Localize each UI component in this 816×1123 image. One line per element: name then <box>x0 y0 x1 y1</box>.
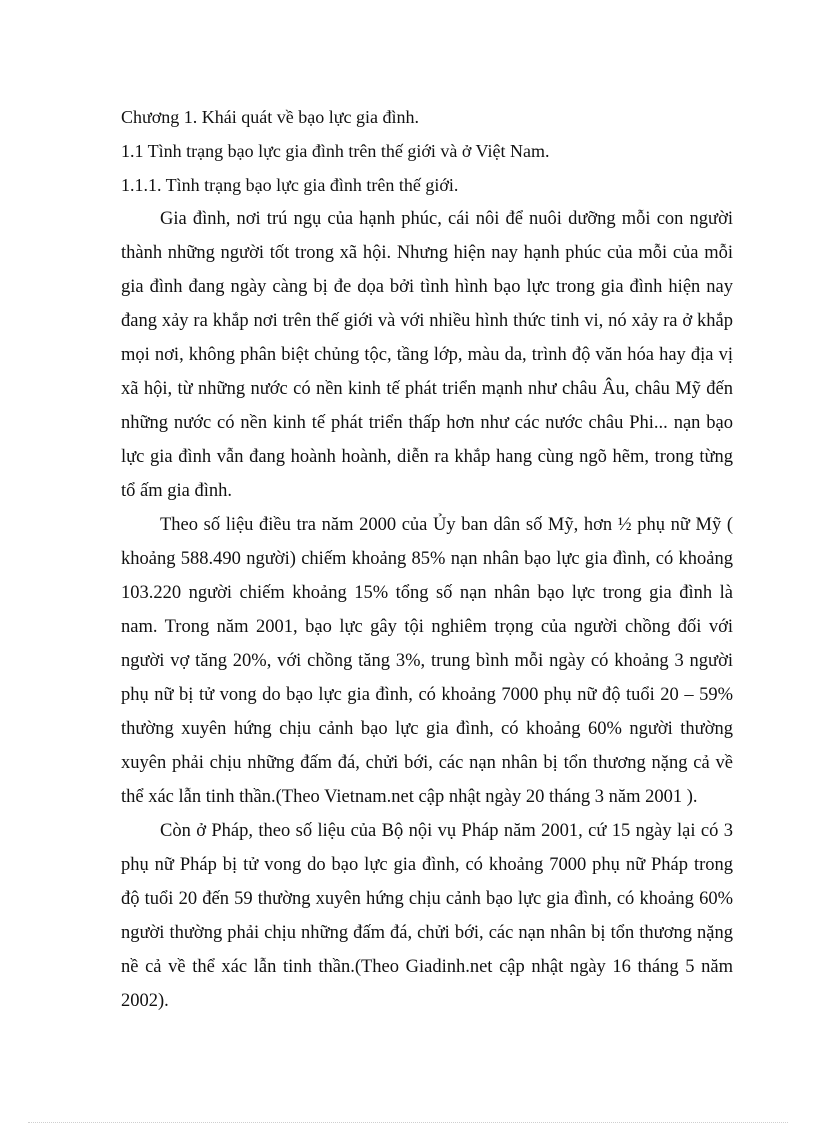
paragraph-intro: Gia đình, nơi trú ngụ của hạnh phúc, cái nôi để nuôi dưỡng mỗi con người thành những người tốt trong xã hội. Nhưng hiện nay hạnh phúc của mỗi của mỗi gia đình đang ngày càng bị đe dọa bởi tình hình bạo lực trong gia đình hiện nay đang xảy ra khắp nơi trên thế giới và với nhiều hình thức tinh vi, nó xảy ra ở khắp mọi nơi, không phân biệt chủng tộc, tầng lớp, màu da, trình độ văn hóa hay địa vị xã hội, từ những nước có nền kinh tế phát triển mạnh như châu Âu, châu Mỹ đến những nước có nền kinh tế phát triển thấp hơn như các nước châu Phi... nạn bạo lực gia đình vẫn đang hoành hoành, diễn ra khắp hang cùng ngõ hẽm, trong từng tổ ấm gia đình. <box>121 209 733 501</box>
section-title: 1.1 Tình trạng bạo lực gia đình trên thế giới và ở Việt Nam. <box>121 141 550 161</box>
paragraph-france-statistics: Còn ở Pháp, theo số liệu của Bộ nội vụ Pháp năm 2001, cứ 15 ngày lại có 3 phụ nữ Pháp bị tử vong do bạo lực gia đình, có khoảng 7000 phụ nữ Pháp trong độ tuổi 20 đến 59 thường xuyên hứng chịu cảnh bạo lực gia đình, có khoảng 60% người thường phải chịu những đấm đá, chửi bới, các nạn nhân bị tổn thương nặng nề cả về thể xác lẫn tinh thần.(Theo Giadinh.net cập nhật ngày 16 tháng 5 năm 2002). <box>121 821 733 1011</box>
document-body <box>121 100 733 1018</box>
paragraph-usa-statistics: Theo số liệu điều tra năm 2000 của Ủy ban dân số Mỹ, hơn ½ phụ nữ Mỹ ( khoảng 588.490 người) chiếm khoảng 85% nạn nhân bạo lực gia đình, có khoảng 103.220 người chiếm khoảng 15% tổng số nạn nhân bạo lực trong gia đình là nam. Trong năm 2001, bạo lực gây tội nghiêm trọng của người chồng đối với người vợ tăng 20%, với chồng tăng 3%, trung bình mỗi ngày có khoảng 3 người phụ nữ bị tử vong do bạo lực gia đình, có khoảng 7000 phụ nữ độ tuổi 20 – 59% thường xuyên hứng chịu cảnh bạo lực gia đình, có khoảng 60% người thường xuyên phải chịu những đấm đá, chửi bới, các nạn nhân bị tổn thương nặng cả về thể xác lẫn tinh thần.(Theo Vietnam.net cập nhật ngày 20 tháng 3 năm 2001 ). <box>121 515 733 807</box>
chapter-title: Chương 1. Khái quát về bạo lực gia đình. <box>121 107 419 127</box>
subsection-title: 1.1.1. Tình trạng bạo lực gia đình trên thế giới. <box>121 175 459 195</box>
